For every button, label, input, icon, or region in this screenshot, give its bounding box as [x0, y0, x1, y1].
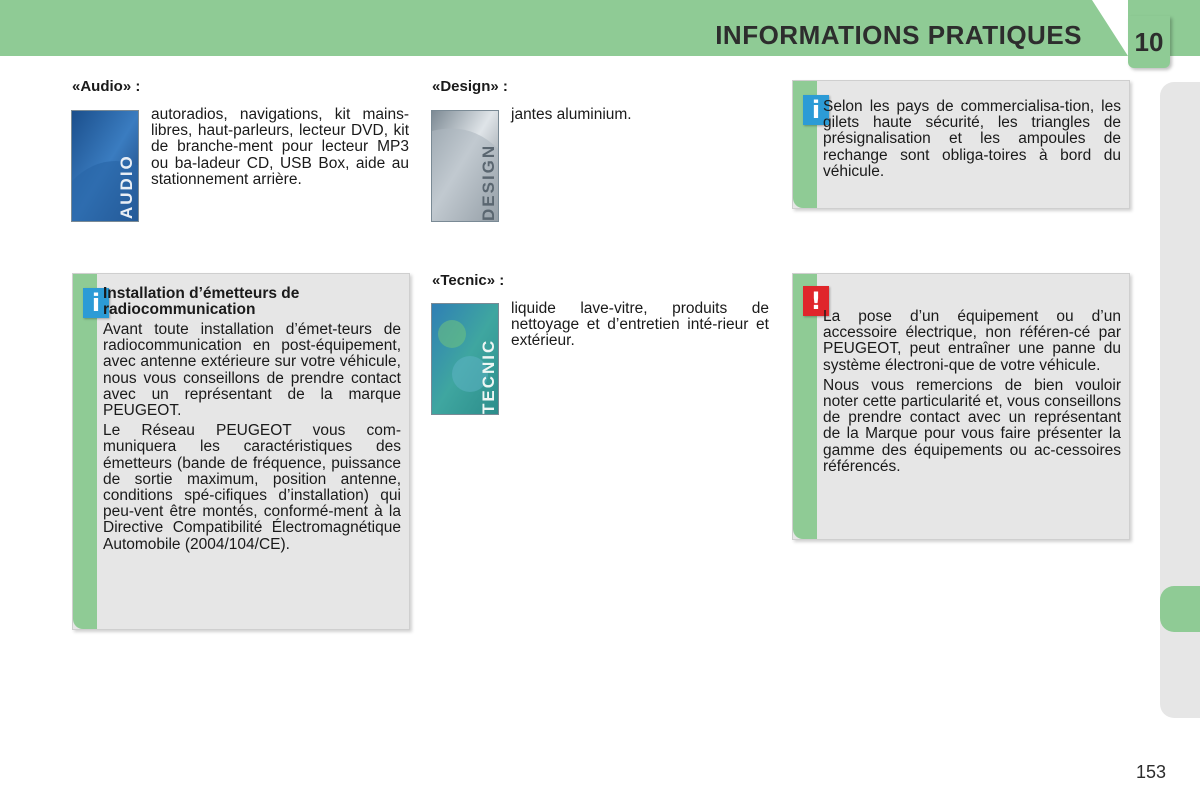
design-image: [431, 110, 499, 222]
audio-image: [71, 110, 139, 222]
radio-note-content: [103, 286, 401, 557]
warning-icon: !: [803, 286, 829, 316]
audio-heading: «Audio» :: [72, 78, 141, 95]
vest-note-box: [792, 80, 1130, 209]
radio-note-paragraph-2: Le Réseau PEUGEOT vous com-muniquera les caractéristiques des émetteurs (bande de fréquence, puissance de sortie maximum, position antenne, conditions spé-cifiques d’installation) qui peu-vent être montés, conformé-ment à la Directive Compatibilité Électromagnétique Automobile (2004/104/CE).: [103, 422, 401, 553]
warning-note-paragraph-2: Nous vous remercions de bien vouloir noter cette particularité et, vous conseillons de prendre contact avec un représentant de la Marque pour vous faire présenter la gamme des équipements ou ac-cessoires référencés.: [823, 376, 1121, 475]
info-icon: i: [803, 95, 829, 125]
info-icon: i: [83, 288, 109, 318]
warning-note-paragraph-1: La pose d’un équipement ou d’un accessoire électrique, non référen-cé par PEUGEOT, peut entraîner une panne du système électroni-que de votre véhicule.: [823, 308, 1121, 374]
chapter-slant: [1092, 0, 1128, 56]
design-text: jantes aluminium.: [511, 106, 632, 123]
design-image-label: DESIGN: [479, 143, 498, 221]
tecnic-heading: «Tecnic» :: [432, 272, 505, 289]
audio-image-label: AUDIO: [117, 154, 136, 219]
radio-note-title: Installation d’émetteurs de radiocommunication: [103, 285, 300, 318]
tecnic-image: [431, 303, 499, 415]
radio-note-strip: [73, 274, 97, 629]
side-chapter-tab-active[interactable]: [1160, 586, 1200, 632]
warning-note-content: [823, 309, 1121, 479]
warning-note-box: [792, 273, 1130, 540]
design-heading: «Design» :: [432, 78, 508, 95]
chapter-number-tab[interactable]: 10: [1128, 16, 1170, 68]
audio-text: autoradios, navigations, kit mains-libres, haut-parleurs, lecteur DVD, kit de branche-ment pour lecteur MP3 ou ba-ladeur CD, USB Box, aide au stationnement arrière.: [151, 106, 409, 188]
radio-note-box: [72, 273, 410, 630]
vest-note-text: Selon les pays de commercialisa-tion, les gilets haute sécurité, les triangles de présignalisation et les ampoules de rechange sont obliga-toires à bord du véhicule.: [823, 98, 1121, 180]
tecnic-image-label: TECNIC: [479, 338, 498, 414]
page-number: 153: [1136, 762, 1167, 782]
tecnic-text: liquide lave-vitre, produits de nettoyage et d’entretien inté-rieur et extérieur.: [511, 300, 769, 350]
radio-note-paragraph-1: Avant toute installation d’émet-teurs de radiocommunication en post-équipement, avec antenne extérieure sur votre véhicule, nous vous conseillons de prendre contact avec un représentant de la marque PEUGEOT.: [103, 321, 401, 420]
page-title: INFORMATIONS PRATIQUES: [715, 20, 1082, 50]
